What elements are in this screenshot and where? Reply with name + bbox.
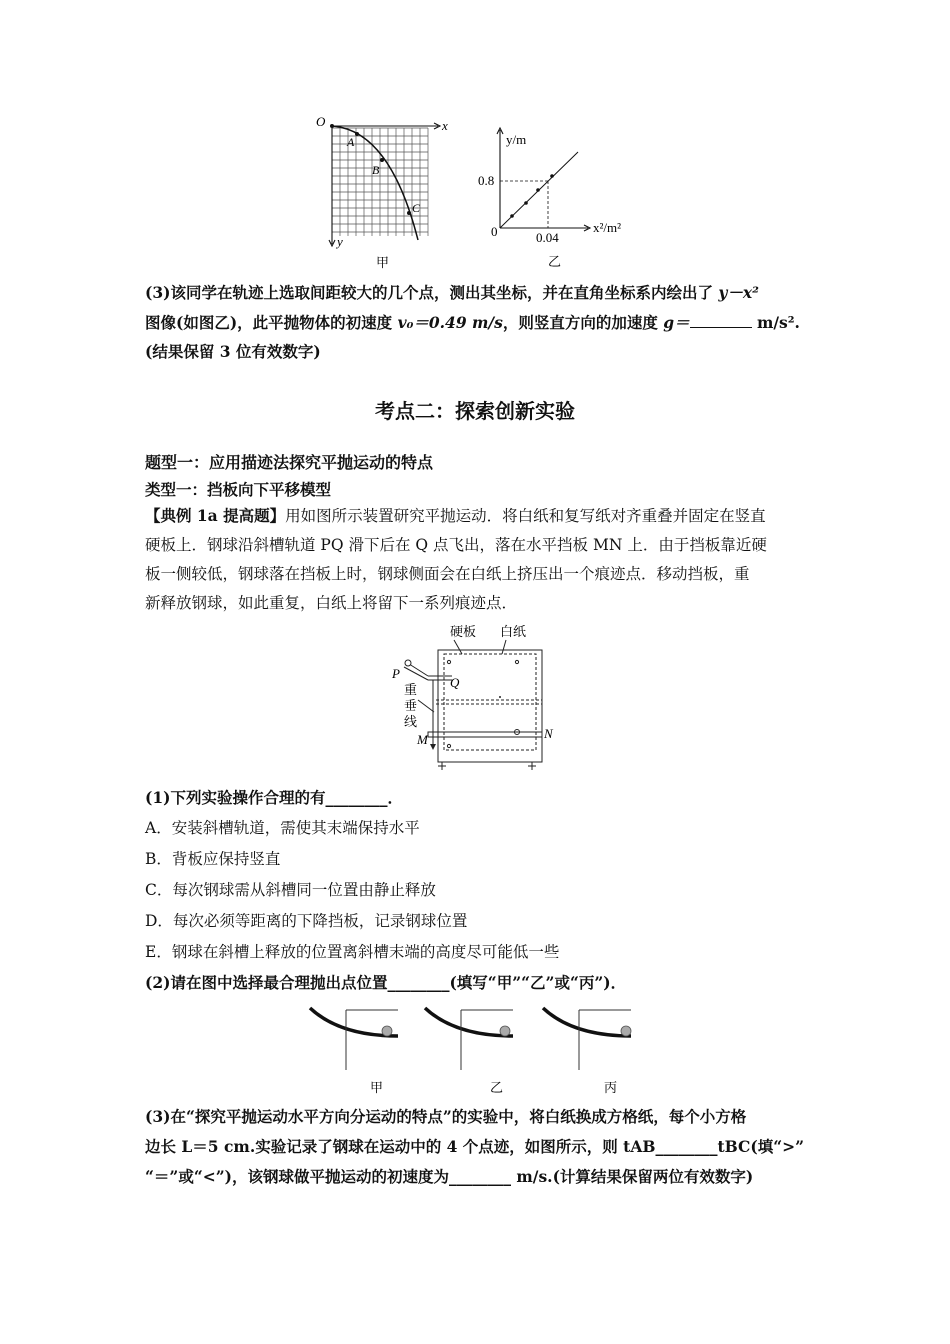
caption-jia: 甲 [376, 255, 390, 270]
example-tag: 【典例 1a 提高题】 [145, 506, 286, 525]
example-line3: 板一侧较低，钢球落在挡板上时，钢球侧面会在白纸上挤压出一个痕迹点．移动挡板，重 [145, 565, 750, 583]
x-axis-label: x²/m² [593, 220, 622, 235]
apparatus-figure [392, 620, 572, 775]
y-axis-label: y/m [506, 132, 527, 147]
q1-stem: (1)下列实验操作合理的有________． [145, 788, 403, 807]
caption-yi: 乙 [490, 1080, 504, 1095]
example-line1: 【典例 1a 提高题】用如图所示装置研究平抛运动．将白纸和复写纸对齐重叠并固定在竖直 [145, 506, 766, 525]
origin-zero: 0 [491, 224, 498, 239]
q3a-line1: (3)该同学在轨迹上选取间距较大的几个点，测出其坐标，并在直角坐标系内绘出了 y－x² [145, 283, 759, 302]
q1-option-D: D．每次必须等距离的下降挡板，记录钢球位置 [145, 912, 468, 930]
q1-option-A: A．安装斜槽轨道，需使其末端保持水平 [145, 819, 420, 837]
x-tick: 0.04 [536, 230, 559, 245]
example-line4: 新释放钢球，如此重复，白纸上将留下一系列痕迹点． [145, 594, 518, 612]
label-board: 硬板 [450, 624, 477, 639]
heading-class-one: 类型一：挡板向下平移模型 [145, 480, 332, 499]
heading-type-one: 题型一：应用描迹法探究平抛运动的特点 [145, 453, 434, 472]
label-paper: 白纸 [500, 624, 527, 639]
label-Q: Q [450, 675, 460, 690]
q2-stem: (2)请在图中选择最合理抛出点位置________(填写“甲”“乙”或“丙”)． [145, 973, 627, 992]
label-plumb-3: 线 [404, 714, 418, 729]
caption-yi: 乙 [548, 254, 562, 269]
figure-jia [310, 112, 460, 272]
label-M: M [417, 732, 428, 747]
section-title: 考点二：探索创新实验 [375, 399, 575, 423]
origin-O: O [316, 114, 326, 129]
q1-option-C: C．每次钢球需从斜槽同一位置由静止释放 [145, 881, 436, 899]
q3b-line3: “＝”或“<”)，该钢球做平抛运动的初速度为________ m/s.(计算结果保留两位有效数字) [145, 1167, 754, 1186]
caption-jia: 甲 [370, 1080, 384, 1095]
y-axis-label: y [337, 234, 343, 249]
q3b-line1: (3)在“探究平抛运动水平方向分运动的特点”的实验中，将白纸换成方格纸，每个小方格 [145, 1107, 747, 1126]
q3a-line2: 图像(如图乙)，此平抛物体的初速度 v₀＝0.49 m/s，则竖直方向的加速度 g＝ m/s². [145, 313, 800, 332]
q3b-line2: 边长 L＝5 cm.实验记录了钢球在运动中的 4 个点迹，如图所示，则 tAB________tBC(填“>” [145, 1137, 805, 1156]
q1-option-E: E．钢球在斜槽上释放的位置离斜槽末端的高度尽可能低一些 [145, 943, 560, 961]
point-C: C [412, 201, 421, 215]
q1-option-B: B．背板应保持竖直 [145, 850, 281, 868]
label-N: N [544, 726, 553, 741]
y-tick: 0.8 [478, 173, 495, 188]
point-B: B [372, 163, 380, 177]
example-line2: 硬板上．钢球沿斜槽轨道 PQ 滑下后在 Q 点飞出，落在水平挡板 MN 上．由于挡板靠近硬 [145, 536, 767, 554]
caption-bing: 丙 [604, 1080, 618, 1095]
point-A: A [347, 135, 355, 149]
label-P: P [392, 666, 400, 681]
label-plumb-1: 重 [404, 682, 418, 697]
x-axis-label: x [442, 118, 448, 133]
figure-yi [470, 118, 650, 273]
q3a-line3: (结果保留 3 位有效数字) [145, 342, 321, 361]
label-plumb-2: 垂 [404, 698, 418, 713]
q2-figure [300, 1002, 660, 1100]
